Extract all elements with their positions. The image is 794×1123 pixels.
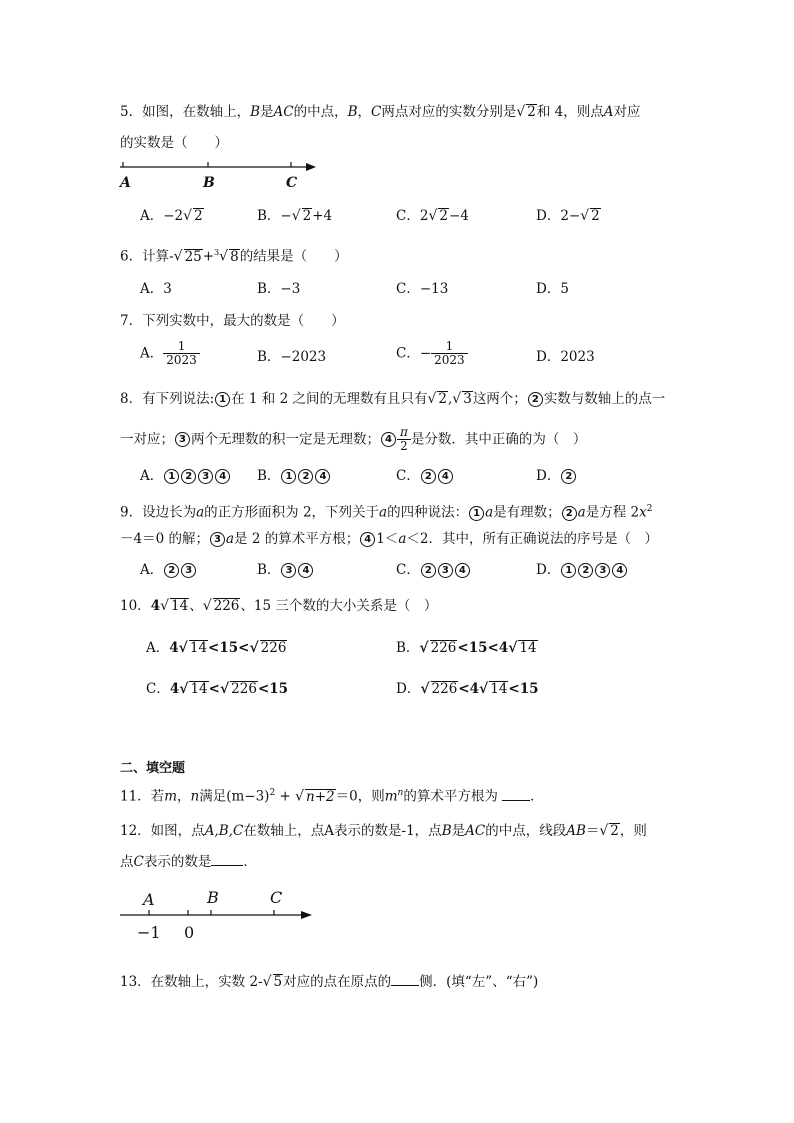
q5-text: ，	[357, 104, 372, 120]
answer-blank[interactable]	[211, 853, 243, 866]
option-radicand: 2	[194, 208, 203, 224]
q11-text: ＝0，则	[335, 788, 385, 805]
option-letter: C．−	[396, 345, 432, 362]
q8-text: 一对应；	[120, 431, 174, 448]
q12-text: 表示的数是	[143, 854, 212, 870]
option-letter: B．	[257, 208, 281, 224]
sqrt-sign: √	[295, 788, 305, 805]
q8-option-a[interactable]	[140, 467, 231, 485]
circled-number-2: 2	[562, 506, 577, 521]
q5-point-c: C	[371, 104, 382, 120]
q5-line2: 的实数是（ ）	[120, 135, 228, 151]
option-letter: D．	[536, 468, 561, 484]
axis-arrow	[306, 163, 316, 171]
q5-text: 的中点，	[293, 104, 348, 120]
q8-text: 是分数．其中正确的为（ ）	[410, 431, 587, 448]
sqrt-sign: √	[427, 391, 437, 407]
q12-tick-label-neg1: −1	[137, 923, 161, 942]
exponent: 2	[646, 504, 653, 514]
option-radicand: 2	[302, 208, 312, 224]
option-text: 2−	[560, 208, 581, 224]
q6-option-a[interactable]: A．3	[140, 281, 172, 297]
sqrt-sign: √	[183, 208, 193, 224]
q6-stem	[120, 244, 348, 266]
q6-option-c[interactable]: C．−13	[396, 281, 449, 297]
q5-radicand: 2	[527, 104, 536, 120]
option-letter: C．	[396, 468, 420, 484]
q13-stem	[120, 973, 538, 991]
q5-option-d[interactable]	[536, 207, 601, 225]
sqrt-sign: √	[173, 248, 183, 265]
q13-text: 13．在数轴上，实数 2-	[120, 974, 263, 990]
q9-option-c[interactable]	[396, 561, 471, 579]
circled-number: 1	[164, 469, 179, 484]
q8-radicand: 3	[463, 391, 472, 407]
q9-option-d[interactable]	[536, 561, 628, 579]
fraction-denominator: 2023	[434, 353, 465, 367]
sqrt-sign: √	[508, 640, 518, 656]
option-text: <15<4	[457, 640, 509, 656]
axis-label-a: A	[120, 175, 131, 191]
circled-number: 1	[281, 469, 296, 484]
section-heading-fill-in: 二、填空题	[120, 761, 186, 776]
q7-option-c[interactable]	[396, 340, 468, 367]
q9-option-a[interactable]	[140, 561, 197, 579]
q5-segment-ac: AC	[273, 104, 294, 120]
fraction	[163, 340, 200, 367]
sqrt-sign: √	[249, 640, 259, 656]
circled-number: 1	[561, 563, 576, 578]
q13-text: 对应的点在原点的	[283, 974, 392, 990]
fraction-denominator: 2	[400, 439, 408, 453]
option-radicand: 226	[430, 640, 457, 656]
q10-option-d[interactable]	[396, 680, 539, 698]
option-text: −2	[163, 208, 184, 224]
q9-text: －4＝0 的解；	[120, 531, 209, 547]
q9-text: ＜2．其中，所有正确说法的序号是（ ）	[406, 531, 658, 547]
q11-text: 11．若	[120, 788, 165, 805]
q9-text: 的四种说法：	[387, 504, 469, 521]
circled-number: 2	[298, 469, 313, 484]
q13-text: 侧．(填“左”、“右”)	[419, 974, 539, 990]
axis-arrow	[301, 911, 312, 919]
q10-text: 、15 三个数的大小关系是（ ）	[240, 598, 438, 614]
var-a: a	[379, 504, 388, 521]
q8-option-c[interactable]	[396, 467, 454, 485]
circled-number-2: 2	[528, 392, 543, 407]
q12-tick-label-0: 0	[184, 923, 195, 942]
q11-expression: (m−3)	[226, 788, 270, 805]
option-letter: B．	[396, 640, 420, 656]
option-letter: C．	[396, 562, 420, 578]
circled-number: 2	[421, 469, 436, 484]
q12-points: A,B,C	[204, 823, 244, 839]
q6-text: 的结果是（ ）	[239, 248, 348, 265]
q5-text: 两点对应的实数分别是	[381, 104, 517, 120]
q6-text: +	[202, 248, 215, 265]
fraction-numerator: 1	[163, 340, 200, 354]
option-radicand: 226	[260, 640, 287, 656]
option-text: −	[280, 208, 292, 224]
circled-number: 2	[421, 563, 436, 578]
circled-number: 3	[181, 563, 196, 578]
option-text: −4	[448, 208, 469, 224]
q5-point-b: B	[347, 104, 358, 120]
option-letter: B．	[257, 562, 281, 578]
q9-text: 是有理数；	[493, 504, 561, 521]
option-letter: A．	[140, 562, 164, 578]
fraction	[431, 340, 468, 367]
q5-option-c[interactable]	[396, 207, 469, 225]
q5-line1	[120, 103, 641, 121]
q8-text: 实数与数轴上的点一	[543, 391, 666, 407]
q12-text: 在数轴上，点A表示的数是-1，点	[243, 823, 442, 839]
option-letter: C．	[146, 681, 170, 697]
option-text: <15	[257, 681, 289, 697]
circled-number-1: 1	[469, 506, 484, 521]
axis-label-c: C	[286, 175, 298, 191]
q8-text: 8．有下列说法:	[120, 391, 215, 407]
q12-axis-label-a: A	[143, 890, 155, 909]
sqrt-sign: √	[420, 681, 430, 697]
option-letter: A．	[146, 640, 170, 656]
q9-text: 9．设边长为	[120, 504, 197, 521]
sqrt-sign: √	[179, 681, 189, 697]
option-letter: C．	[396, 208, 420, 224]
circled-number-1: 1	[215, 392, 230, 407]
sqrt-sign: √	[291, 208, 301, 224]
circled-number-4: 4	[360, 532, 375, 547]
segment-ac: AC	[465, 823, 486, 839]
option-letter: B．	[257, 468, 281, 484]
circled-number: 2	[578, 563, 593, 578]
cube-root-index: 3	[214, 248, 220, 257]
var-x: x	[639, 504, 647, 521]
sqrt-sign: √	[580, 208, 590, 224]
option-radicand: 14	[189, 640, 208, 656]
q10-option-a[interactable]	[146, 639, 287, 657]
sqrt-sign: √	[178, 640, 188, 656]
option-text: 4	[169, 681, 180, 697]
q12-number-line	[118, 906, 318, 922]
circled-number: 4	[315, 469, 330, 484]
q8-option-d[interactable]	[536, 467, 577, 485]
option-radicand: 2	[439, 208, 448, 224]
option-radicand: 14	[190, 681, 208, 697]
q8-option-b[interactable]	[257, 467, 331, 485]
sqrt-sign: √	[428, 208, 438, 224]
q12-line2	[120, 853, 257, 871]
q12-line1	[120, 822, 647, 840]
option-letter: D．	[536, 208, 561, 224]
q9-text: 1＜	[376, 531, 399, 547]
option-letter: A．	[140, 345, 164, 362]
q13-radicand: 5	[273, 974, 283, 990]
circled-number: 4	[298, 563, 313, 578]
option-radicand: 226	[231, 681, 257, 697]
q12-axis-label-c: C	[270, 888, 283, 907]
fraction	[397, 426, 411, 453]
var-a: a	[485, 504, 494, 521]
var-m: m	[384, 788, 398, 805]
circled-number: 3	[438, 563, 453, 578]
option-text: <15<	[208, 640, 250, 656]
sqrt-sign: √	[219, 681, 230, 697]
q11-text: 的算术平方根为	[403, 788, 498, 805]
var-b: B	[441, 823, 452, 839]
q12-text: 的中点，线段	[485, 823, 567, 839]
circled-number-3: 3	[210, 532, 225, 547]
q12-text: ，则	[619, 823, 647, 839]
option-letter: D．	[396, 681, 421, 697]
q8-text: ,	[448, 391, 453, 407]
circled-number: 3	[595, 563, 610, 578]
sqrt-sign: √	[419, 640, 429, 656]
q11-stem	[120, 784, 544, 806]
circled-number: 4	[612, 563, 627, 578]
circled-number-4: 4	[381, 432, 396, 447]
q11-text: 满足	[199, 788, 227, 805]
q5-option-b[interactable]	[257, 207, 332, 225]
q8-line1	[120, 390, 665, 408]
circled-number: 4	[455, 563, 470, 578]
q9-text: 是 2 的算术平方根；	[234, 531, 360, 547]
q10-radicand: 226	[213, 598, 240, 614]
fraction-numerator: π	[397, 426, 411, 440]
q5-option-a[interactable]	[140, 207, 204, 225]
sqrt-sign: √	[479, 681, 489, 697]
q10-radicand: 14	[171, 598, 189, 614]
q12-text: 点	[120, 854, 134, 870]
q6-option-d[interactable]: D．5	[536, 281, 569, 297]
q12-text: 12．如图，点	[120, 823, 205, 839]
q7-stem: 7．下列实数中，最大的数是（ ）	[120, 313, 345, 329]
q11-text: +	[275, 788, 296, 805]
sqrt-sign: √	[452, 391, 462, 407]
q7-option-d[interactable]: D．2023	[536, 349, 595, 365]
q10-stem	[120, 597, 437, 615]
q5-point-b: B	[250, 104, 261, 120]
q9-line1	[120, 500, 652, 522]
q8-text: 这两个；	[472, 391, 527, 407]
sqrt-sign: √	[599, 823, 609, 839]
option-radicand: 14	[519, 640, 537, 656]
option-text: <	[208, 681, 220, 697]
circled-number: 4	[215, 469, 230, 484]
answer-blank[interactable]	[502, 788, 530, 801]
fraction-denominator: 2023	[166, 353, 197, 367]
q10-text: 4	[150, 598, 161, 614]
sqrt-sign: √	[262, 974, 272, 990]
circled-number: 4	[438, 469, 453, 484]
q5-text: 和 4，则点	[536, 104, 604, 120]
q12-text: 是	[451, 823, 466, 839]
axis-label-b: B	[203, 175, 215, 191]
q9-option-b[interactable]	[257, 561, 314, 579]
circled-number-3: 3	[175, 432, 190, 447]
var-a: a	[196, 504, 205, 521]
segment-ab: AB	[566, 823, 586, 839]
fraction-numerator: 1	[431, 340, 468, 354]
option-letter: A．	[140, 468, 164, 484]
circled-number: 2	[561, 469, 576, 484]
q10-text: 、	[189, 598, 203, 614]
q8-text: 两个无理数的积一定是无理数；	[191, 431, 380, 448]
q6-radicand: 8	[230, 248, 239, 265]
q6-text: 6．计算-	[120, 248, 174, 265]
q5-text: 对应	[613, 104, 641, 120]
option-text: 4	[169, 640, 179, 656]
option-radicand: 2	[591, 208, 600, 224]
q10-text: 10．	[120, 598, 151, 614]
circled-number: 3	[281, 563, 296, 578]
q12-axis-label-b: B	[207, 888, 219, 907]
q10-option-c[interactable]	[146, 680, 288, 698]
q11-text: ．	[530, 788, 544, 805]
sqrt-sign: √	[219, 248, 229, 265]
q7-option-a[interactable]	[140, 340, 200, 367]
sqrt-sign: √	[160, 598, 170, 614]
q5-point-a: A	[603, 104, 614, 120]
option-radicand: 226	[431, 681, 458, 697]
q8-text: 在 1 和 2 之间的无理数有且只有	[231, 391, 428, 407]
q11-radicand: n+2	[306, 788, 335, 805]
var-n: n	[190, 788, 200, 805]
var-a: a	[398, 531, 407, 547]
q9-line2	[120, 530, 658, 548]
q12-text: ．	[243, 854, 257, 870]
q11-text: ，	[177, 788, 191, 805]
var-a: a	[577, 504, 586, 521]
option-text: +4	[312, 208, 333, 224]
option-letter: A．	[140, 208, 164, 224]
q7-option-b[interactable]: B．−2023	[257, 349, 327, 365]
option-radicand: 14	[490, 681, 508, 697]
option-text: 2	[419, 208, 429, 224]
exponent: n	[397, 788, 404, 798]
sqrt-sign: √	[516, 104, 526, 120]
q12-radicand: 2	[610, 823, 619, 839]
answer-blank[interactable]	[391, 973, 419, 986]
sqrt-sign: √	[202, 598, 212, 614]
option-text: <15	[508, 681, 539, 697]
q9-text: 的正方形面积为 2，下列关于	[204, 504, 380, 521]
q8-radicand: 2	[438, 391, 447, 407]
circled-number: 2	[181, 469, 196, 484]
q5-text: 5．如图，在数轴上，	[120, 104, 251, 120]
q6-radicand: 25	[184, 248, 202, 265]
q9-text: 是方程 2	[585, 504, 640, 521]
var-a: a	[225, 531, 235, 547]
q8-line2	[120, 426, 586, 453]
var-c: C	[133, 854, 144, 870]
exponent: 2	[269, 788, 276, 798]
q12-text: ＝	[585, 823, 600, 839]
circled-number: 3	[198, 469, 213, 484]
var-m: m	[164, 788, 177, 805]
q10-option-b[interactable]	[396, 639, 538, 657]
q6-option-b[interactable]: B．−3	[257, 281, 301, 297]
option-text: <4	[458, 681, 480, 697]
option-letter: D．	[536, 562, 561, 578]
q5-text: 是	[260, 104, 274, 120]
circled-number: 2	[164, 563, 179, 578]
